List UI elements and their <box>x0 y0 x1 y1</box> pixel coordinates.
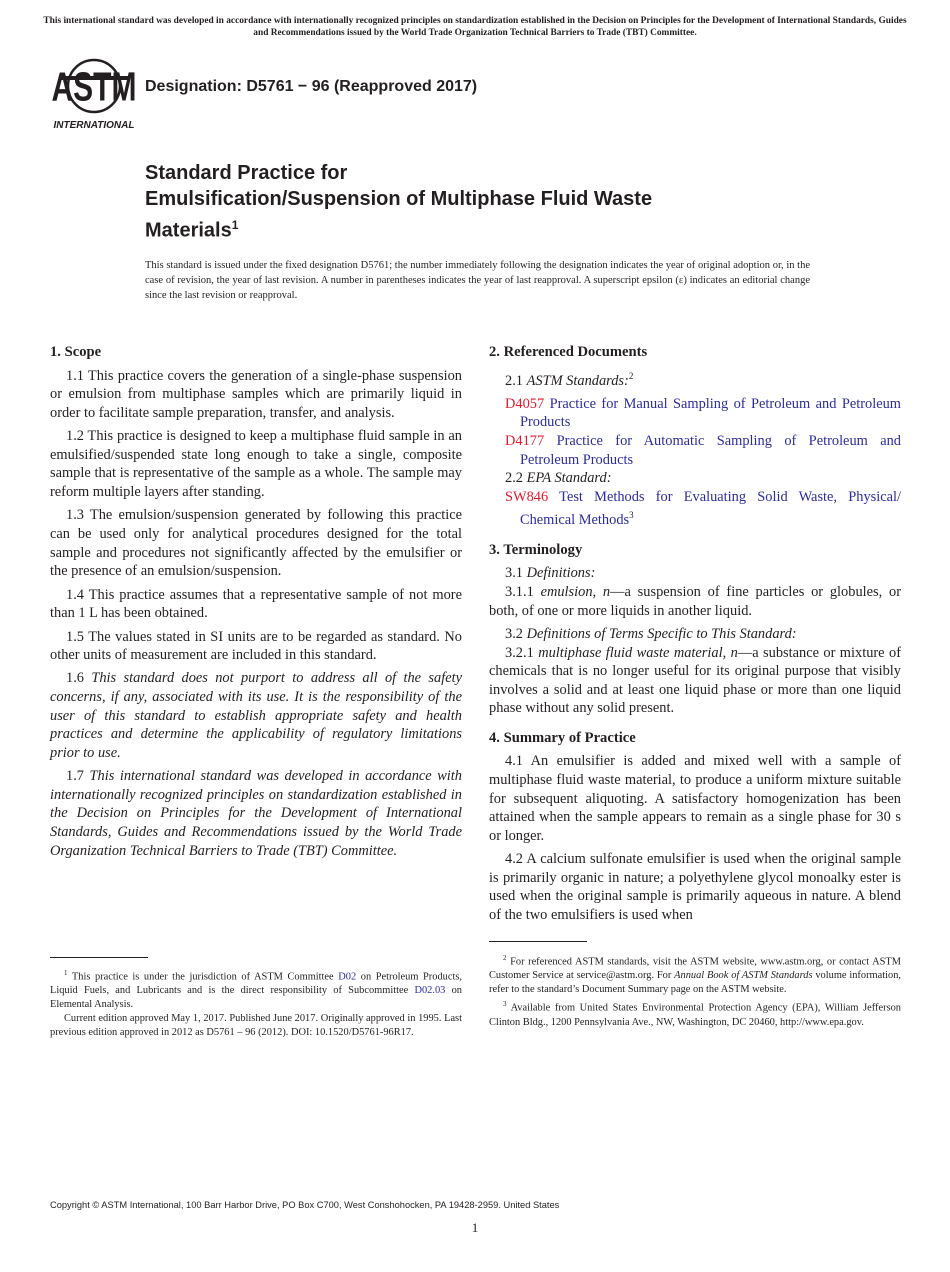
footnote-1-body <box>50 966 462 1012</box>
paragraph-1-7-number: 1.7 <box>66 768 84 785</box>
astm-standards-number: 2.1 <box>505 372 523 389</box>
copyright: Copyright © ASTM International, 100 Barr Harbor Drive, PO Box C700, West Conshohocken, PA 19428-2959. United States <box>50 1200 560 1210</box>
reference-d4057[interactable] <box>489 395 901 432</box>
definitions-text: Definitions: <box>526 565 596 582</box>
footnote-1 <box>50 966 462 1040</box>
definition-term: multiphase fluid waste material, n <box>538 644 738 661</box>
reference-title[interactable]: Practice for Automatic Sampling of Petroleum and Petroleum Products <box>520 432 901 468</box>
specific-definitions-number: 3.2 <box>505 625 523 642</box>
definition-text: —a suspension of fine particles or globules, or both, of one or more liquids in another liquid. <box>489 583 901 619</box>
definition-number: 3.2.1 <box>505 644 534 661</box>
reference-sw846[interactable] <box>489 488 901 530</box>
svg-text:ASTM: ASTM <box>52 64 136 110</box>
footnote-3 <box>489 997 901 1029</box>
header-note: This international standard was developed in accordance with internationally recognized principles on standardization established in the Decision on Principles for the Development of International Standards, Guides and Recommendations issued by the World Trade Organization Technical Barriers to Trade (TBT) Committee. <box>43 16 907 38</box>
paragraph-1-7 <box>50 767 462 860</box>
footnote-1-text-a: This practice is under the jurisdiction of ASTM Committee <box>71 971 334 983</box>
footnote-2 <box>489 951 901 997</box>
paragraph-1-6-number: 1.6 <box>66 670 84 687</box>
referenced-documents-heading: 2. Referenced Documents <box>489 344 648 360</box>
footnotes-right <box>489 951 901 1030</box>
paragraph-1-4: 1.4 This practice assumes that a representative sample of not more than 1 L has been obtained. <box>50 586 462 622</box>
definition-multiphase-fluid-waste <box>489 644 901 718</box>
paragraph-1-6 <box>50 669 462 762</box>
title-line-2: Emulsification/Suspension of Multiphase Fluid Waste <box>145 188 653 210</box>
footnote-2-italic: Annual Book of ASTM Standards <box>674 970 813 982</box>
footnote-2-text-b: volume information, refer to the standard’s Document Summary page on the ASTM website. <box>489 970 901 996</box>
specific-definitions-text: Definitions of Terms Specific to This Standard: <box>526 625 797 642</box>
epa-standard-text: EPA Standard: <box>526 470 612 487</box>
paragraph-4-2: 4.2 A calcium sulfonate emulsifier is used when the original sample is primarily organic in nature; a polyethylene glycol monoalky ester is used when the original sample is primarily aqueous in nature. A blend of the two emulsifiers is used when <box>489 851 901 924</box>
right-column <box>489 343 901 929</box>
footnote-1-edition: Current edition approved May 1, 2017. Published June 2017. Originally approved in 1995. Last previous edition approved in 2012 as D5761 – 96 (2012). DOI: 10.1520/D5761-96R17. <box>50 1013 462 1039</box>
title-line-1: Standard Practice for <box>145 162 348 184</box>
scope-heading: 1. Scope <box>50 344 102 360</box>
page-number: 1 <box>471 1220 479 1235</box>
reference-code[interactable]: D4057 <box>505 395 545 412</box>
footnote-1-mark: 1 <box>64 969 68 977</box>
terminology-heading: 3. Terminology <box>489 541 583 558</box>
definition-term: emulsion, n <box>540 583 611 600</box>
epa-footnote-mark: 3 <box>629 510 634 521</box>
logo-text: INTERNATIONAL <box>53 120 135 131</box>
epa-standard-label <box>489 469 901 488</box>
left-column <box>50 343 462 865</box>
page-title <box>145 160 652 244</box>
paragraph-4-1: 4.1 An emulsifier is added and mixed well with a sample of multiphase fluid waste material, to produce a uniform mixture suitable for subsequent aliquoting. A satisfactory homogenization has been attained when the sample appears to remain as a single phase for 30 s or longer. <box>489 753 901 844</box>
footnote-rule-right <box>489 941 587 942</box>
title-line-3-text: Materials <box>145 219 232 242</box>
footnote-1-text-b: on Petroleum Products, Liquid Fuels, and Lubricants and is the direct responsibility of Subcommittee <box>50 971 462 997</box>
committee-d02-link[interactable]: D02 <box>338 971 357 983</box>
paragraph-1-5: 1.5 The values stated in SI units are to be regarded as standard. No other units of measurement are included in this standard. <box>50 628 462 664</box>
footnote-rule-left <box>50 957 148 958</box>
summary-heading: 4. Summary of Practice <box>489 729 636 746</box>
reference-title[interactable]: Test Methods for Evaluating Solid Waste, Physical/ Chemical Methods <box>520 488 902 529</box>
footnote-3-text: Available from United States Environmental Protection Agency (EPA), William Jefferson Clinton Bldg., 1200 Pennsylvania Ave., NW, Washington, DC 20460, http://www.epa.gov. <box>489 1002 901 1028</box>
astm-logo <box>52 56 136 132</box>
definitions-label <box>489 564 901 583</box>
title-line-3 <box>145 212 652 244</box>
footnote-2-mark: 2 <box>503 954 507 962</box>
definitions-number: 3.1 <box>505 565 523 582</box>
issued-note: This standard is issued under the fixed designation D5761; the number immediately following the designation indicates the year of original adoption or, in the case of revision, the year of last revision. A number in parentheses indicates the year of last reapproval. A superscript epsilon (ε) indicates an editorial change since the last revision or reapproval. <box>145 260 810 301</box>
reference-code[interactable]: D4177 <box>505 432 545 449</box>
astm-standards-text: ASTM Standards: <box>526 372 629 389</box>
designation: Designation: D5761 − 96 (Reapproved 2017) <box>145 78 478 95</box>
paragraph-1-3: 1.3 The emulsion/suspension generated by following this practice can be used only for analytical procedures designed for the total sample and procedures not significantly affected by the emulsifier or the presence of an emulsion/suspension. <box>50 507 462 580</box>
footnote-1-text-c: on Elemental Analysis. <box>50 985 462 1011</box>
reference-d4177[interactable] <box>489 432 901 469</box>
title-footnote-mark: 1 <box>231 218 239 232</box>
subcommittee-d02-03-link[interactable]: D02.03 <box>414 985 446 997</box>
definition-emulsion <box>489 583 901 620</box>
paragraph-1-1: 1.1 This practice covers the generation of a single-phase suspension or emulsion from multiphase samples which are primarily liquid in order to facilitate sample preparation, transfer, and analysis. <box>50 367 462 421</box>
paragraph-1-6-text: This standard does not purport to address all of the safety concerns, if any, associated with its use. It is the responsibility of the user of this standard to establish appropriate safety and health practices and determine the applicability of regulatory limitations prior to use. <box>50 670 462 761</box>
reference-title[interactable]: Practice for Manual Sampling of Petroleum and Petroleum Products <box>520 395 901 431</box>
specific-definitions-label <box>489 625 901 644</box>
definition-text: —a substance or mixture of chemicals that is no longer useful for its original purpose that visibly involves a solid and at least one liquid phase or more than one liquid phase without any solid present. <box>489 644 901 717</box>
reference-code[interactable]: SW846 <box>505 488 549 505</box>
definition-number: 3.1.1 <box>505 583 534 600</box>
paragraph-1-2: 1.2 This practice is designed to keep a multiphase fluid sample in an emulsified/suspended state long enough to take a single, composite sample that is representative of the sample as a whole. The sample may reform multiple layers after standing. <box>50 428 462 500</box>
epa-standard-number: 2.2 <box>505 470 523 487</box>
astm-logo-icon <box>52 56 136 132</box>
footnote-3-mark: 3 <box>503 1000 507 1009</box>
astm-standards-label <box>489 367 901 390</box>
paragraph-1-7-text: This international standard was developed in accordance with internationally recognized principles on standardization established in the Decision on Principles for the Development of International Standards, Guides and Recommendations issued by the World Trade Organization Technical Barriers to Trade (TBT) Committee. <box>50 768 462 859</box>
footnote-2-text-a: For referenced ASTM standards, visit the ASTM website, www.astm.org, or contact ASTM Customer Service at service@astm.org. For <box>489 956 901 982</box>
astm-standards-footnote-mark: 2 <box>628 370 634 381</box>
